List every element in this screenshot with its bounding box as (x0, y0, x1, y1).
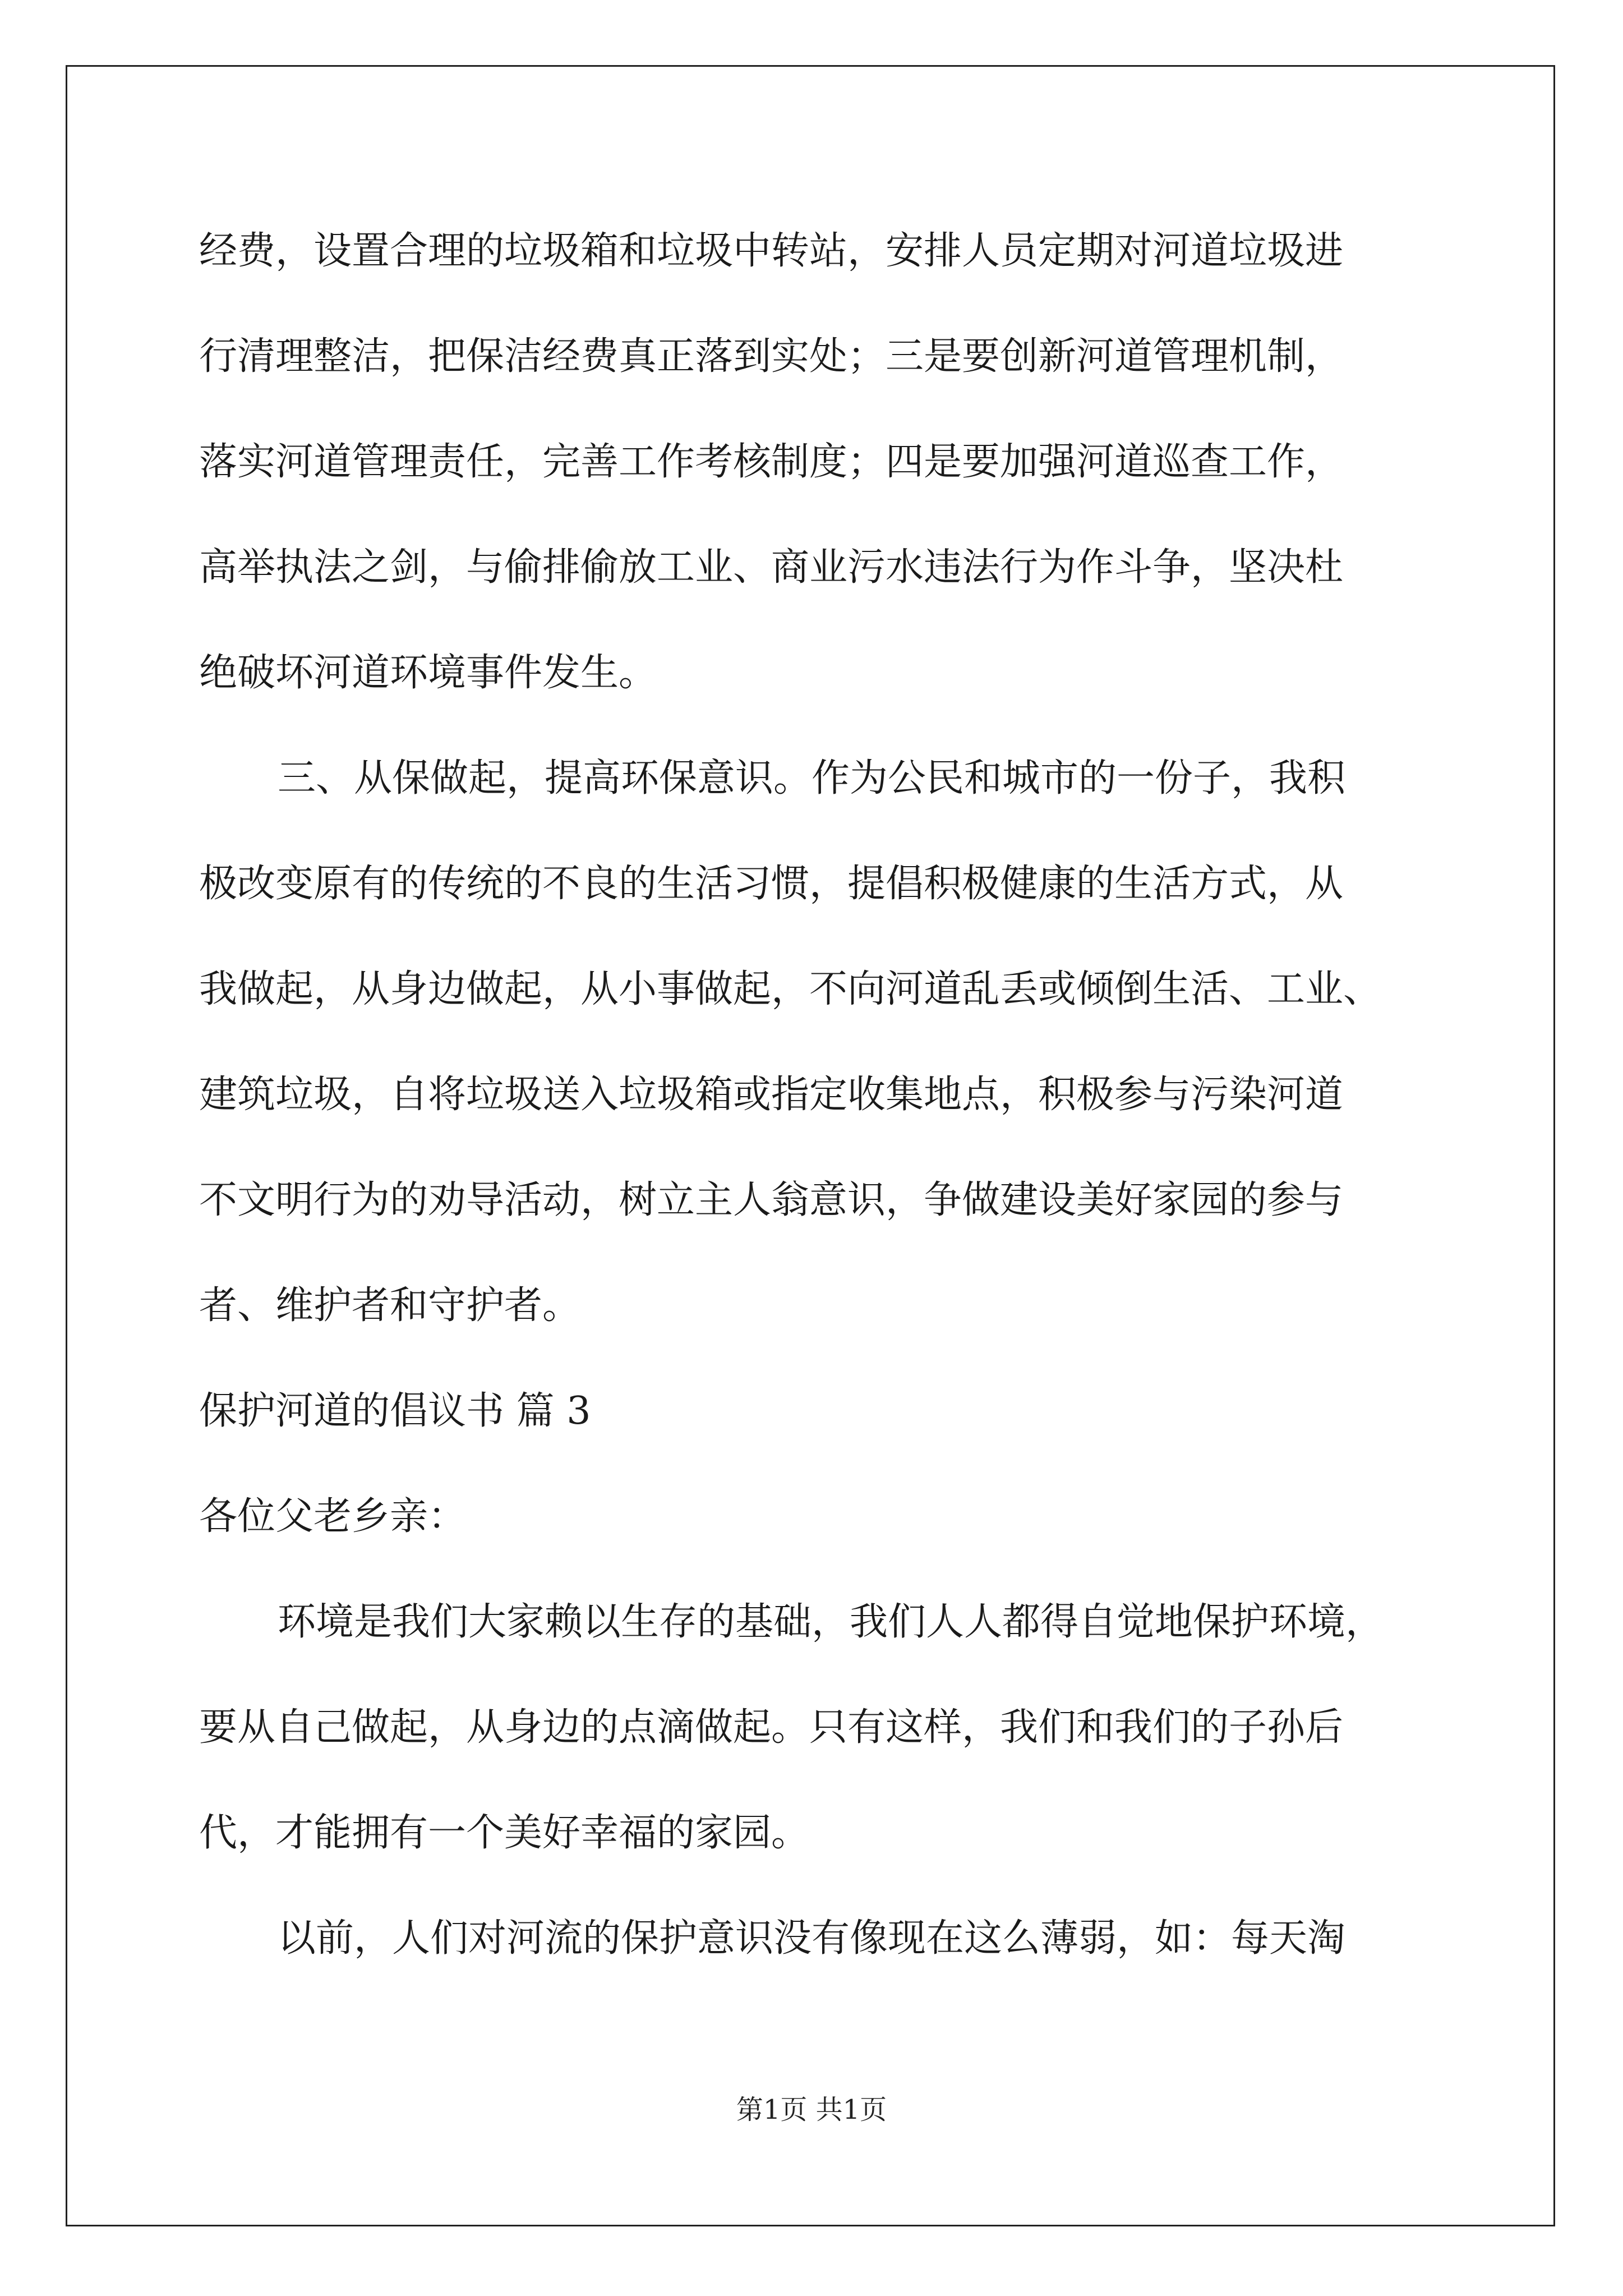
text-line: 环境是我们大家赖以生存的基础，我们人人都得自觉地保护环境， (278, 1600, 1384, 1644)
text-line: 三、从保做起，提高环保意识。作为公民和城市的一份子，我积 (278, 756, 1346, 800)
text-line: 我做起，从身边做起，从小事做起，不向河道乱丢或倾倒生活、工业、 (199, 967, 1382, 1011)
document-body (199, 215, 1455, 2008)
page-footer: 第1页 共1页 (736, 2094, 887, 2125)
text-line: 以前，人们对河流的保护意识没有像现在这么薄弱，如：每天淘 (278, 1916, 1346, 1961)
text-line: 经费，设置合理的垃圾箱和垃圾中转站，安排人员定期对河道垃圾进 (199, 229, 1344, 273)
text-line: 行清理整洁，把保洁经费真正落到实处；三是要创新河道管理机制， (199, 334, 1344, 379)
text-line: 极改变原有的传统的不良的生活习惯，提倡积极健康的生活方式，从 (199, 862, 1344, 906)
text-line: 要从自己做起，从身边的点滴做起。只有这样，我们和我们的子孙后 (199, 1705, 1344, 1750)
text-line: 代，才能拥有一个美好幸福的家园。 (199, 1811, 810, 1855)
section-heading: 保护河道的倡议书 篇 3 (199, 1389, 591, 1433)
text-line: 落实河道管理责任，完善工作考核制度；四是要加强河道巡查工作， (199, 440, 1344, 484)
text-line: 者、维护者和守护者。 (199, 1283, 581, 1328)
text-line: 建筑垃圾，自将垃圾送入垃圾箱或指定收集地点，积极参与污染河道 (199, 1073, 1344, 1117)
text-line: 不文明行为的劝导活动，树立主人翁意识，争做建设美好家园的参与 (199, 1178, 1344, 1222)
text-line: 高举执法之剑，与偷排偷放工业、商业污水违法行为作斗争，坚决杜 (199, 545, 1344, 590)
text-line: 绝破坏河道环境事件发生。 (199, 651, 657, 695)
salutation: 各位父老乡亲： (199, 1494, 467, 1539)
